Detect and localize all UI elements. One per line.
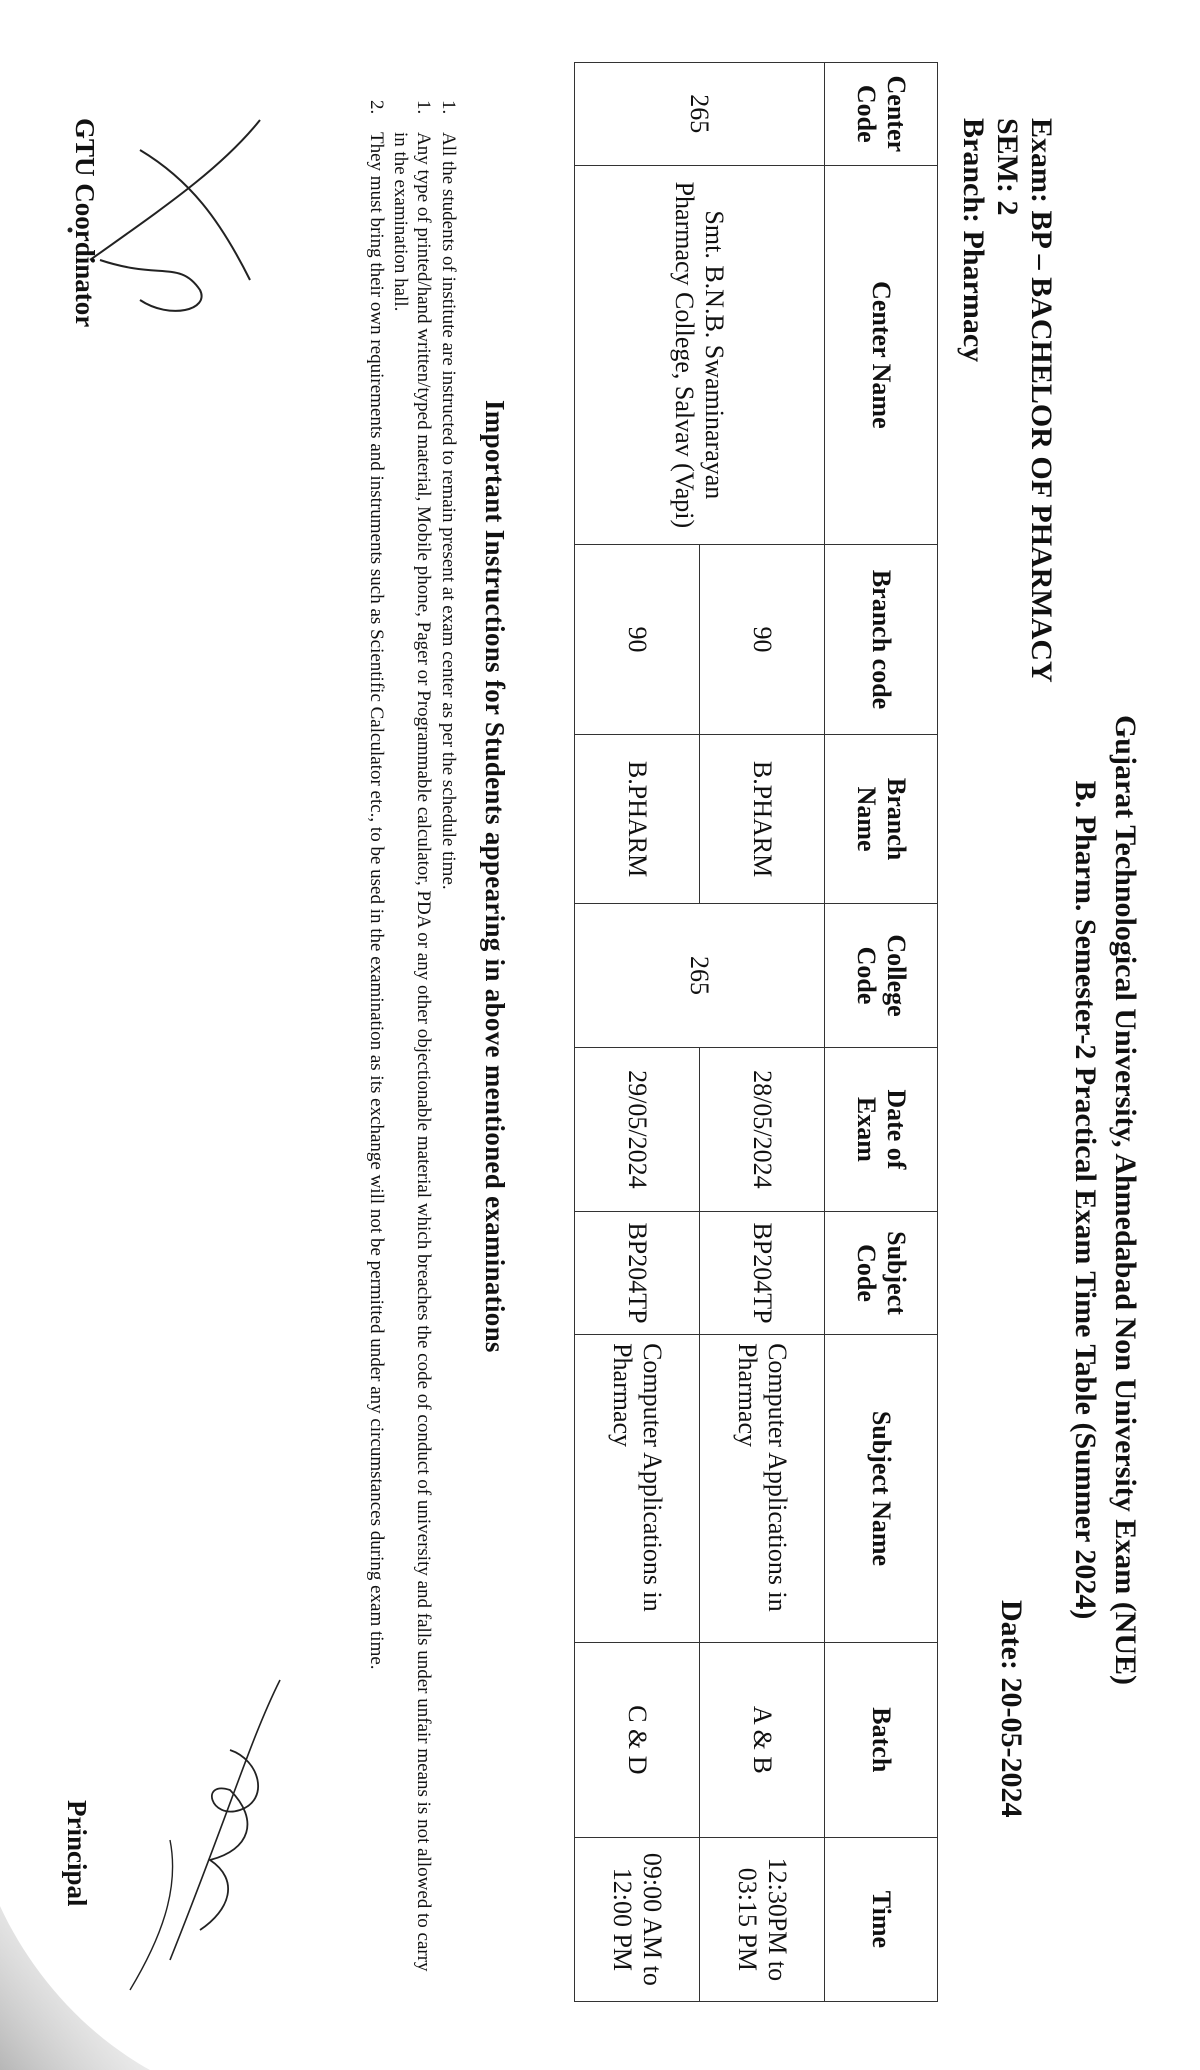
center-name-cell: Smt. B.N.B. Swaminarayan Pharmacy College, Salvav (Vapi) (575, 165, 825, 545)
exam-date-cell: 29/05/2024 (575, 1047, 700, 1211)
college-code-cell: 265 (575, 904, 825, 1048)
coordinator-label: GTU Coordinator (70, 118, 100, 328)
col-center-code: Center Code (825, 63, 938, 166)
timetable-title: B. Pharm. Semester-2 Practical Exam Time Table (Summer 2024) (1069, 780, 1102, 1620)
col-center-name: Center Name (825, 165, 938, 545)
batch-cell: C & D (575, 1642, 700, 1837)
col-time: Time (825, 1837, 938, 2001)
col-batch: Batch (825, 1642, 938, 1837)
exam-label: Exam: BP – BACHELOR OF PHARMACY (1025, 118, 1058, 683)
col-date-of-exam: Date of Exam (825, 1047, 938, 1211)
subject-name-cell: Computer Applications in Pharmacy (575, 1335, 700, 1643)
col-college-code: College Code (825, 904, 938, 1048)
batch-cell: A & B (700, 1642, 825, 1837)
sem-label: SEM: 2 (991, 118, 1024, 216)
branch-code-cell: 90 (700, 545, 825, 735)
subject-code-cell: BP204TP (575, 1211, 700, 1334)
instructions-heading: Important Instructions for Students appearing in above mentioned examinations (480, 400, 510, 1353)
branch-code-cell: 90 (575, 545, 700, 735)
instruction-number: 1. (413, 100, 434, 115)
issue-date: Date: 20-05-2024 (995, 1600, 1028, 1818)
branch-name-cell: B.PHARM (700, 734, 825, 903)
table-header-row (825, 63, 938, 2002)
subject-name-cell: Computer Applications in Pharmacy (700, 1335, 825, 1643)
branch-label: Branch: Pharmacy (957, 118, 990, 363)
center-code-cell: 265 (575, 63, 825, 166)
instruction-text: All the students of institute are instructed to remain present at exam center as per the schedule time. (438, 132, 459, 890)
paper-fold-shadow (0, 1850, 150, 2070)
table-row (700, 63, 825, 2002)
exam-date-cell: 28/05/2024 (700, 1047, 825, 1211)
university-title: Gujarat Technological University, Ahmedabad Non University Exam (NUE) (1109, 714, 1142, 1686)
instruction-number: 1. (438, 100, 459, 115)
subject-code-cell: BP204TP (700, 1211, 825, 1334)
principal-label: Principal (62, 1800, 92, 1907)
instruction-number: 2. (366, 100, 387, 115)
time-cell: 09:00 AM to 12:00 PM (575, 1837, 700, 2001)
principal-signature (120, 1660, 320, 2020)
col-branch-name: Branch Name (825, 734, 938, 903)
time-cell: 12:30PM to 03:15 PM (700, 1837, 825, 2001)
timetable (574, 62, 938, 2002)
col-branch-code: Branch code (825, 545, 938, 735)
instruction-text: They must bring their own requirements and instruments such as Scientific Calculator etc., to be used in the examination as its exchange will not be permitted under any circumstances during exam time. (366, 132, 387, 1670)
col-subject-name: Subject Name (825, 1335, 938, 1643)
instruction-text: Any type of printed/hand written/typed material, Mobile phone, Pager or Programmable calculator, PDA or any other objectionable material which breaches the code of conduct of university and falls under unfair means is not allowed to carry in the examination hall. (390, 132, 434, 1972)
col-subject-code: Subject Code (825, 1211, 938, 1334)
branch-name-cell: B.PHARM (575, 734, 700, 903)
